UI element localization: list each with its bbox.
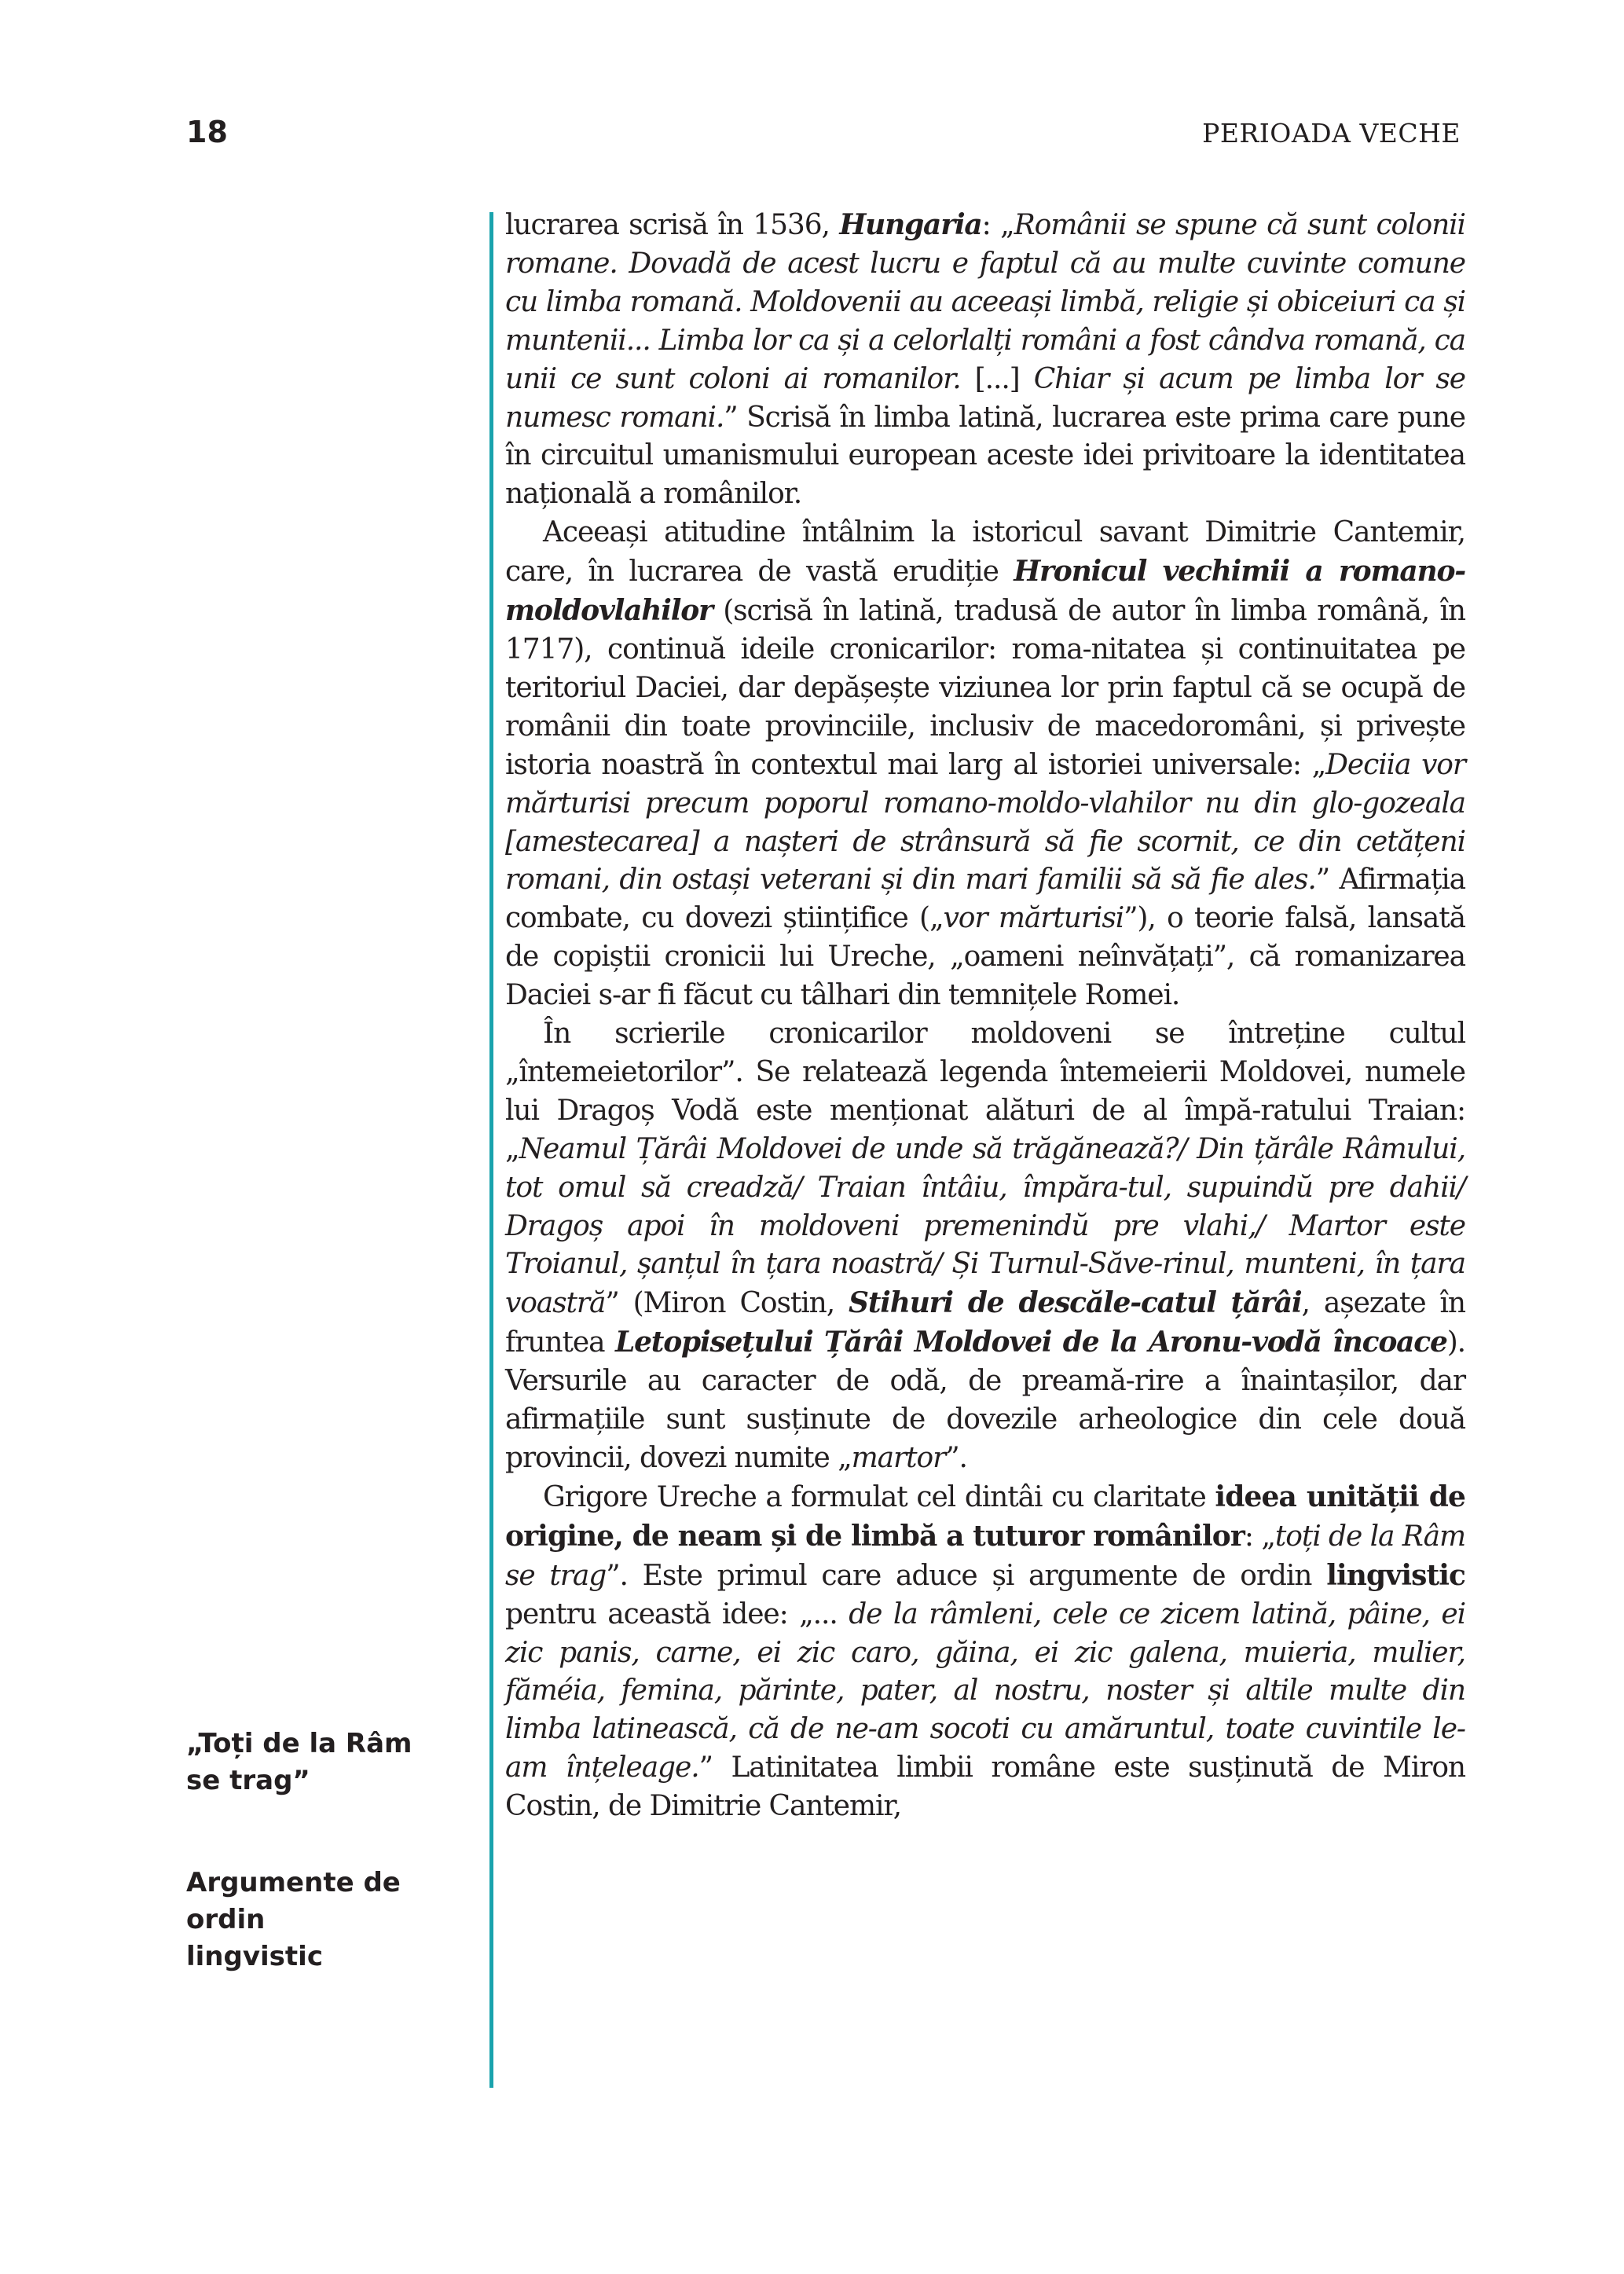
- quote-run: martor: [851, 1442, 946, 1474]
- page-number: 18: [186, 115, 228, 149]
- title-run: Stihuri de descăle-catul țărâi: [849, 1286, 1302, 1320]
- text-run: ” Latinitatea limbii române este susținută de Miron Costin, de Dimitrie Cantemir,: [505, 1751, 1465, 1823]
- quote-run: Neamul Țărâi Moldovei de unde să trăgănează?/ Din țărâle Râmului, tot omul să creadză/ Traian întâiu, împăra-tul, supuindŭ pre dahii/ Dragoș apoi în moldoveni premenindŭ pre vlahi,/ Martor este Troianul, șanțul în țara noastră/ Și Turnul-Săve-rinul, munteni, în țara voastră: [505, 1132, 1465, 1320]
- text-run: lucrarea scrisă în 1536,: [505, 209, 840, 241]
- text-run: ” Scrisă în limba latină, lucrarea este prima care pune în circuitul umanismului european aceste idei privitoare la identitatea națională a românilor.: [505, 401, 1465, 511]
- text-run: În scrierile cronicarilor moldoveni se întreține cultul „întemeietorilor”. Se relatează legenda întemeierii Moldovei, numele lui Dragoș Vodă este menționat alături de al împă-ratului Traian: „: [505, 1018, 1465, 1165]
- text-run: ” Afirmația combate, cu dovezi științifice („: [505, 864, 1465, 935]
- accent-rule: [489, 212, 493, 2088]
- emphasis-run: ideea unității de origine, de neam și de limbă a tuturor românilor: [505, 1480, 1465, 1553]
- sidenote-line: „Toți de la Râm: [186, 1728, 412, 1759]
- text-run: ”. Este primul care aduce și argumente de ordin: [606, 1559, 1327, 1592]
- text-run: ). Versurile au caracter de odă, de preamă-rire a înaintașilor, dar afirmațiile sunt susținute de dovezile arheologice din cele două provincii, dovezi numite „: [505, 1326, 1465, 1474]
- text-run: , așezate în fruntea: [505, 1287, 1466, 1359]
- quote-run: de la râmleni, cele ce zicem latină, pâine, ei zic panis, carne, ei zic caro, găina, ei zic galena, muieria, mulier, făméia, femina, părinte, pater, al nostru, noster și altile multe din limba latinească, că de ne-am socoti cu amăruntul, toate cuvintile le-am înțeleage.: [505, 1597, 1465, 1784]
- paragraph: [505, 1015, 1465, 1478]
- running-head: PERIOADA VECHE: [1202, 118, 1461, 149]
- quote-run: toți de la Râm se trag: [505, 1520, 1465, 1592]
- quote-run: Românii se spune că sunt colonii romane. Dovadă de acest lucru e faptul că au multe cuvinte comune cu limba romană. Moldovenii au aceeași limbă, religie și obiceiuri ca și muntenii... Limba lor ca și a celorlalți români a fost cândva romană, ca unii ce sunt coloni ai romanilor.: [505, 209, 1465, 395]
- sidenote-argumente-lingvistice: [186, 1865, 485, 1975]
- text-run: Aceeași atitudine întâlnim la istoricul savant Dimitrie Cantemir, care, în lucrarea de vastă erudiție: [505, 516, 1465, 589]
- text-run: : „: [1244, 1520, 1275, 1553]
- paragraph: [505, 1478, 1465, 1826]
- title-run: Hungaria: [839, 208, 982, 241]
- paragraph: [505, 206, 1465, 514]
- quote-run: Deciia vor mărturisi precum poporul romano-moldo-vlahilor nu din glo-gozeala [amestecarea] a nașteri de strânsură să fie scornit, ce din cetățeni romani, din ostași veterani și din mari familii să să fie ales.: [505, 748, 1465, 897]
- title-run: Letopisețului Țărâi Moldovei de la Aronu-vodă încoace: [614, 1326, 1447, 1359]
- text-run: ” (Miron Costin,: [605, 1287, 849, 1320]
- text-run: ”), o teorie falsă, lansată de copiștii cronicii lui Ureche, „oameni neînvățați”, că romanizarea Daciei s-ar fi făcut cu tâlhari din temnițele Romei.: [505, 902, 1466, 1012]
- paragraph: [505, 514, 1465, 1015]
- text-run: ”.: [945, 1442, 967, 1474]
- sidenote-line: Argumente de ordin: [186, 1867, 401, 1935]
- emphasis-run: lingvistic: [1326, 1558, 1465, 1592]
- sidenote-toti-de-la-ram: [186, 1726, 485, 1799]
- text-run: pentru această idee: „...: [505, 1597, 849, 1630]
- text-run: [...]: [960, 362, 1034, 395]
- quote-run: Chiar și acum pe limba lor se numesc romani.: [505, 362, 1465, 434]
- body-text: [505, 206, 1465, 1826]
- title-run: Hronicul vechimii a romano-moldovlahilor: [505, 555, 1465, 628]
- text-run: Grigore Ureche a formulat cel dintâi cu claritate: [543, 1480, 1215, 1513]
- quote-run: vor mărturisi: [943, 902, 1124, 935]
- text-run: : „: [981, 209, 1014, 241]
- sidenote-line: lingvistic: [186, 1941, 323, 1972]
- sidenote-line: se trag”: [186, 1765, 310, 1796]
- text-run: (scrisă în latină, tradusă de autor în limba română, în 1717), continuă ideile cronicarilor: roma-nitatea și continuitatea pe teritoriul Daciei, dar depășește viziunea lor prin faptul că se ocupă de românii din toate provinciile, inclusiv de macedoromâni, și privește istoria noastră în contextul mai larg al istoriei universale: „: [505, 595, 1465, 781]
